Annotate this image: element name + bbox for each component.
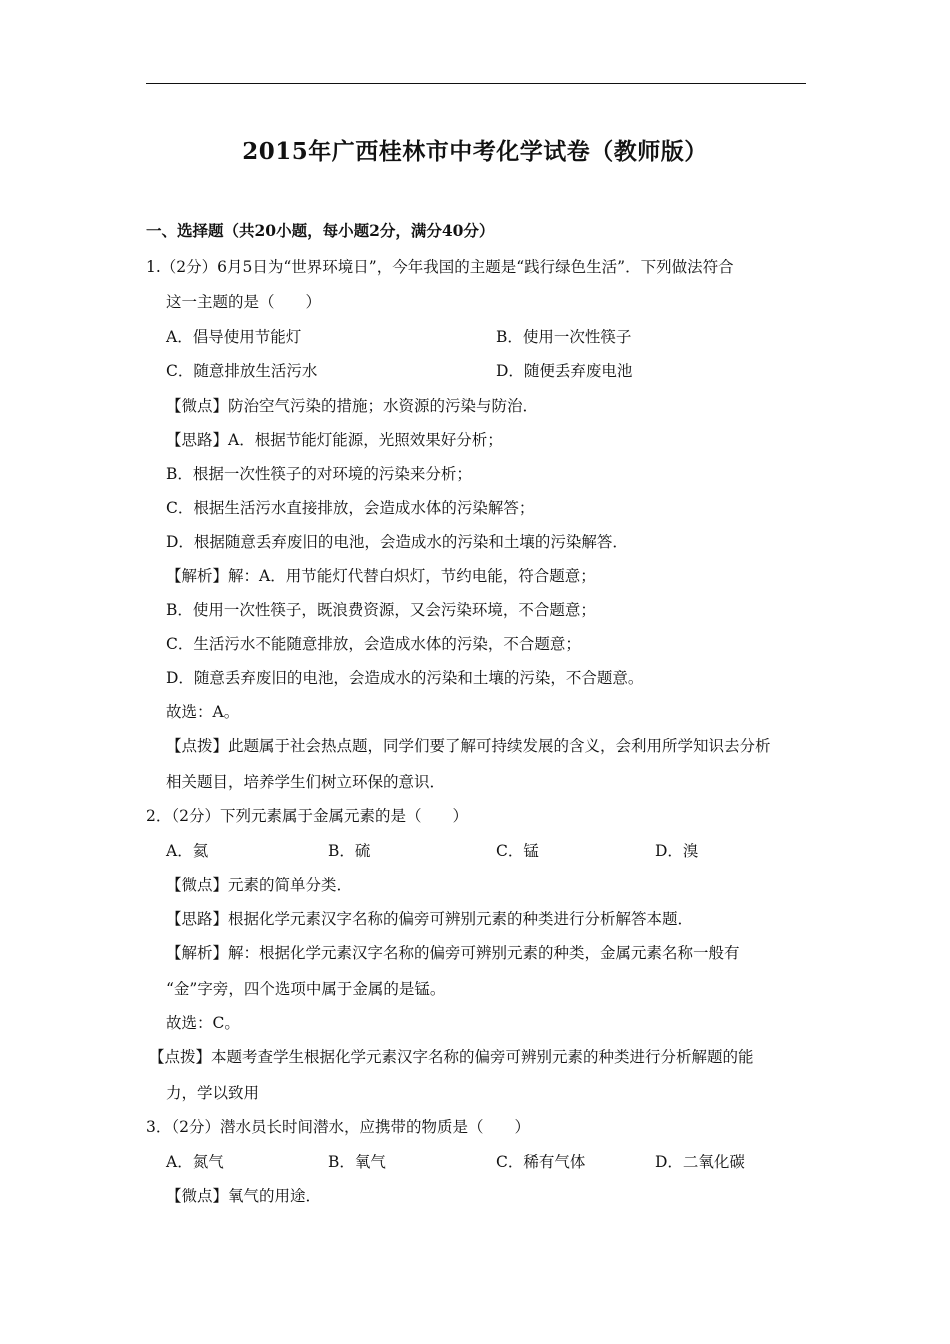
q3-stem: 3．（2分）潜水员长时间潜水，应携带的物质是（ ） <box>146 1118 530 1136</box>
q2-idea: 【思路】根据化学元素汉字名称的偏旁可辨别元素的种类进行分析解答本题． <box>166 910 694 928</box>
q1-tip-line1: 【点拨】此题属于社会热点题，同学们要了解可持续发展的含义，会利用所学知识去分析 <box>166 737 771 755</box>
q1-analysis-line3: C．生活污水不能随意排放，会造成水体的污染，不合题意； <box>166 635 581 653</box>
q1-analysis-line4: D．随意丢弃废旧的电池，会造成水的污染和土壤的污染，不合题意。 <box>166 669 644 687</box>
q2-analysis-line1: 【解析】解：根据化学元素汉字名称的偏旁可辨别元素的种类，金属元素名称一般有 <box>166 944 740 962</box>
q2-option-d: D．溴 <box>655 842 699 860</box>
q2-tip-line2: 力，学以致用 <box>166 1084 260 1102</box>
q1-stem-line1: 1.（2分）6月5日为“世界环境日”，今年我国的主题是“践行绿色生活”．下列做法符合 <box>146 258 734 276</box>
q3-option-c: C．稀有气体 <box>496 1153 586 1171</box>
q3-option-a: A．氮气 <box>166 1153 224 1171</box>
q1-idea-line3: C．根据生活污水直接排放，会造成水体的污染解答； <box>166 499 535 517</box>
q3-point: 【微点】氧气的用途． <box>166 1187 322 1205</box>
q1-stem-line2: 这一主题的是（ ） <box>166 293 322 311</box>
page-title: 2015年广西桂林市中考化学试卷（教师版） <box>242 138 708 165</box>
q1-idea-line1: 【思路】A．根据节能灯能源，光照效果好分析； <box>166 431 503 449</box>
q1-option-a: A．倡导使用节能灯 <box>166 328 302 346</box>
q3-option-b: B．氧气 <box>328 1153 386 1171</box>
q2-stem: 2．（2分）下列元素属于金属元素的是（ ） <box>146 807 468 825</box>
q1-option-d: D．随便丢弃废电池 <box>496 362 633 380</box>
section-heading: 一、选择题（共20小题，每小题2分，满分40分） <box>146 221 495 240</box>
q2-option-a: A．氦 <box>166 842 209 860</box>
q1-analysis-line1: 【解析】解：A．用节能灯代替白炽灯，节约电能，符合题意； <box>166 567 596 585</box>
q1-option-b: B．使用一次性筷子 <box>496 328 632 346</box>
q1-point: 【微点】防治空气污染的措施；水资源的污染与防治． <box>166 397 539 415</box>
q1-analysis-line2: B．使用一次性筷子，既浪费资源，又会污染环境，不合题意； <box>166 601 596 619</box>
q2-tip-line1: 【点拨】本题考查学生根据化学元素汉字名称的偏旁可辨别元素的种类进行分析解题的能 <box>149 1048 754 1066</box>
q2-option-b: B．硫 <box>328 842 371 860</box>
q1-answer: 故选：A。 <box>166 703 240 721</box>
q2-point: 【微点】元素的简单分类． <box>166 876 353 894</box>
q2-answer: 故选：C。 <box>166 1014 240 1032</box>
q2-analysis-line2: “金”字旁，四个选项中属于金属的是锰。 <box>166 980 446 998</box>
q1-tip-line2: 相关题目，培养学生们树立环保的意识． <box>166 773 446 791</box>
q2-option-c: C．锰 <box>496 842 539 860</box>
q1-idea-line4: D．根据随意丢弃废旧的电池，会造成水的污染和土壤的污染解答． <box>166 533 628 551</box>
header-rule <box>146 83 806 84</box>
q1-option-c: C．随意排放生活污水 <box>166 362 318 380</box>
q1-idea-line2: B．根据一次性筷子的对环境的污染来分析； <box>166 465 472 483</box>
q3-option-d: D．二氧化碳 <box>655 1153 745 1171</box>
